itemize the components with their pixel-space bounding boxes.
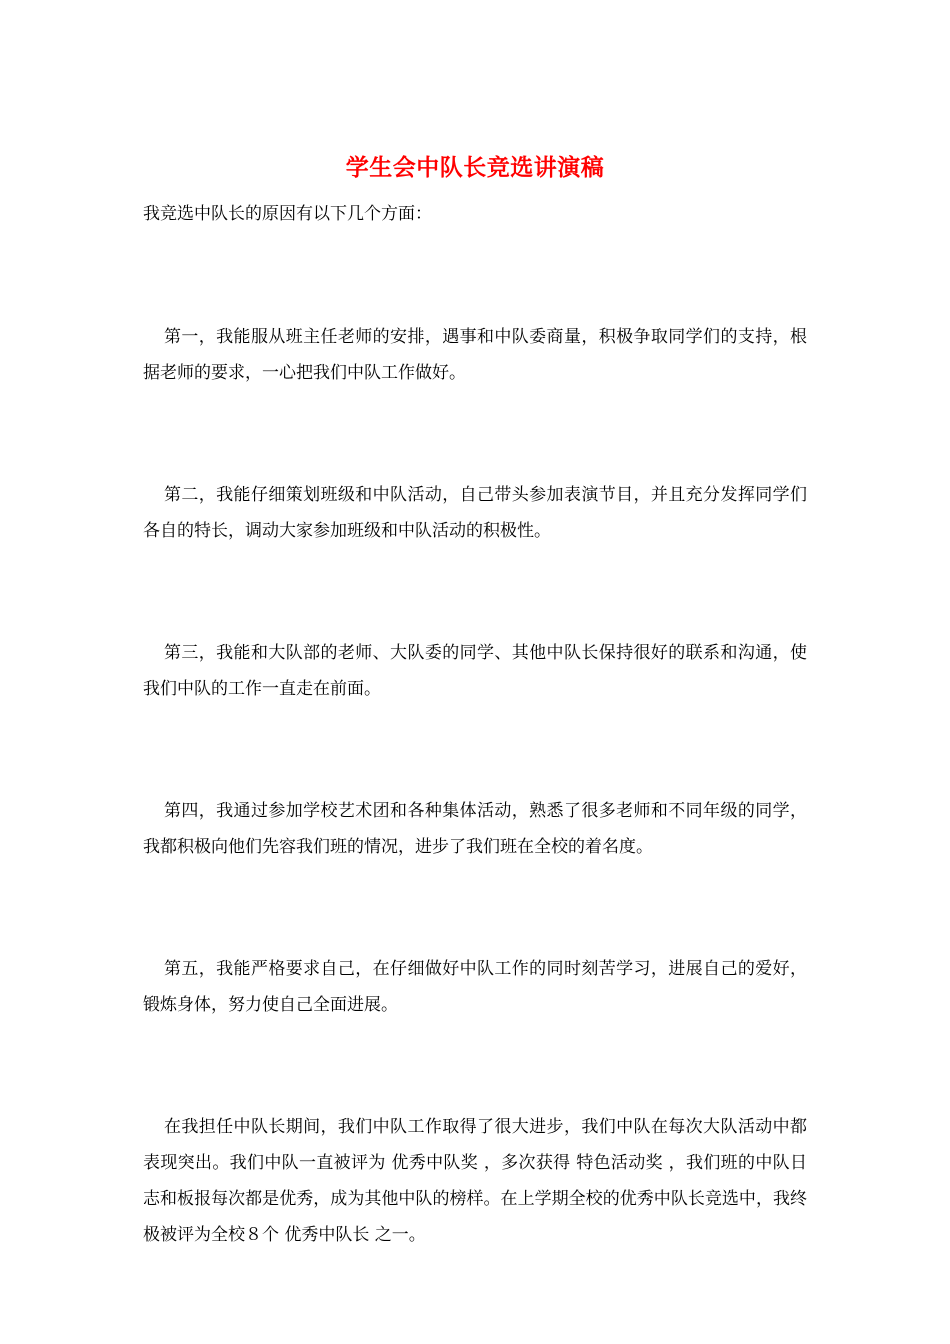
paragraph-2: 第二，我能仔细策划班级和中队活动，自己带头参加表演节目，并且充分发挥同学们各自的特长，调动大家参加班级和中队活动的积极性。: [143, 485, 807, 541]
paragraph-4: 第四，我通过参加学校艺术团和各种集体活动，熟悉了很多老师和不同年级的同学，我都积极向他们先容我们班的情况，进步了我们班在全校的着名度。: [143, 801, 807, 857]
document-title: 学生会中队长竞选讲演稿: [345, 154, 605, 181]
paragraph-5: 第五，我能严格要求自己，在仔细做好中队工作的同时刻苦学习，进展自己的爱好，锻炼身体，努力使自己全面进展。: [143, 959, 807, 1015]
intro-paragraph: 我竞选中队长的原因有以下几个方面：: [143, 204, 432, 224]
document-body: [143, 196, 807, 1253]
paragraph-1: 第一，我能服从班主任老师的安排，遇事和中队委商量，积极争取同学们的支持，根据老师的要求，一心把我们中队工作做好。: [143, 327, 807, 383]
paragraph-6: 在我担任中队长期间，我们中队工作取得了很大进步，我们中队在每次大队活动中都表现突出。我们中队一直被评为 优秀中队奖 ，多次获得 特色活动奖 ，我们班的中队日志和板报每次都是优秀，成为其他中队的榜样。在上学期全校的优秀中队长竞选中，我终极被评为全校８个 优秀中队长 之一。: [143, 1117, 807, 1245]
paragraph-3: 第三，我能和大队部的老师、大队委的同学、其他中队长保持很好的联系和沟通，使我们中队的工作一直走在前面。: [143, 643, 807, 699]
